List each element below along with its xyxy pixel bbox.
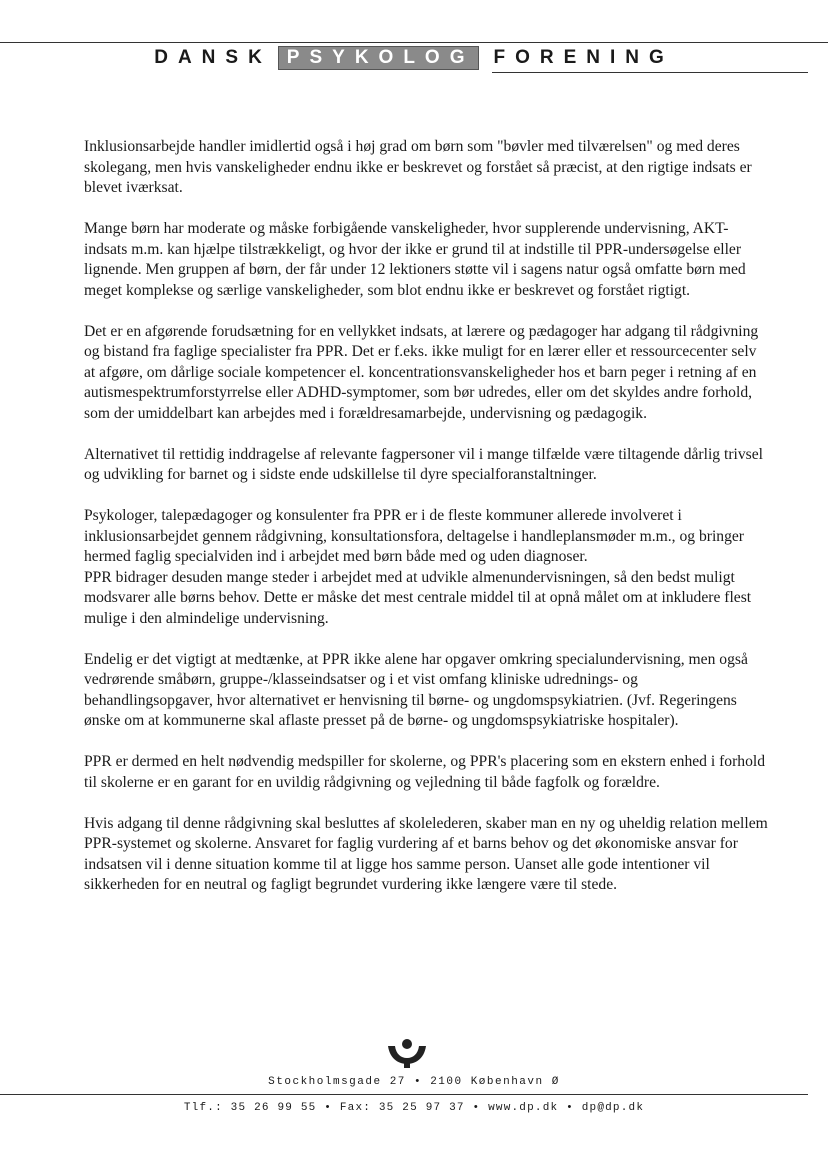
footer-rule [0, 1094, 808, 1095]
header-underline [492, 72, 808, 73]
header-rule [0, 42, 828, 43]
paragraph: Hvis adgang til denne rådgivning skal besluttes af skolelederen, skaber man en ny og uheldig relation mellem PPR-systemet og skolerne. Ansvaret for faglig vurdering af et barns behov og det økonomiske ansvar for indsatsen vil i denne situation komme til at ligge hos samme person. Uanset alle gode intentioner vil sikkerheden for en neutral og fagligt begrundet vurdering ikke længere være til stede. [84, 814, 768, 893]
letter-body [84, 137, 768, 916]
paragraph: PPR bidrager desuden mange steder i arbejdet med at udvikle almenundervisningen, så den bedst muligt modsvarer alle børns behov. Dette er måske det mest centrale middel til at opnå målet om at inkludere flest mulige i den almindelige undervisning. [84, 568, 752, 627]
paragraph: Psykologer, talepædagoger og konsulenter fra PPR er i de fleste kommuner allerede involveret i inklusionsarbejdet gennem rådgivning, konsultationsfora, deltagelse i handleplansmøder m.m., og bringer hermed faglig specialviden ind i arbejdet med børn både med og uden diagnoser. [84, 507, 744, 565]
letterhead-right: FORENING [493, 47, 674, 68]
paragraph: Det er en afgørende forudsætning for en vellykket indsats, at lærere og pædagoger har adgang til rådgivning og bistand fra faglige specialister fra PPR. Det er f.eks. ikke muligt for en lærer eller et ressourcecenter selv at afgøre, om dårlige sociale kompetencer el. koncentrationsvanskeligheder hos et barn peger i retning af en autismespektrumforstyrrelse eller ADHD-symptomer, som bør udredes, eller om det skyldes andre forhold, som der umiddelbart kan arbejdes med i forældresamarbejde, undervisning og pædagogik. [84, 322, 759, 422]
footer-contact: Tlf.: 35 26 99 55 • Fax: 35 25 97 37 • www.dp.dk • dp@dp.dk [183, 1102, 645, 1114]
paragraph: PPR er dermed en helt nødvendig medspiller for skolerne, og PPR's placering som en ekstern enhed i forhold til skolerne er en garant for en uvildig rådgivning og vejledning til både fagfolk og forældre. [84, 753, 766, 791]
paragraph: Inklusionsarbejde handler imidlertid også i høj grad om børn som "bøvler med tilværelsen" og med deres skolegang, men hvis vanskeligheder endnu ikke er beskrevet og forstået så præcist, at den rigtige indsats er blevet iværksat. [84, 138, 752, 196]
psi-logo-icon [386, 1038, 428, 1068]
letterhead-middle: PSYKOLOG [278, 46, 480, 70]
paragraph: Mange børn har moderate og måske forbigående vanskeligheder, hvor supplerende undervisning, AKT-indsats m.m. kan hjælpe tilstrækkeligt, og hvor der ikke er grund til at indstille til PPR-undersøgelse eller lignende. Men gruppen af børn, der får under 12 lektioners støtte vil i sagens natur også omfatte børn med meget komplekse og særlige vanskeligheder, som blot endnu ikke er beskrevet og forstået rigtigt. [84, 220, 746, 299]
paragraph: Alternativet til rettidig inddragelse af relevante fagpersoner vil i mange tilfælde være tiltagende dårlig trivsel og udvikling for barnet og i sidste ende udskillelse til dyre specialforanstaltninger. [84, 445, 763, 483]
footer-address: Stockholmsgade 27 • 2100 København Ø [268, 1076, 560, 1088]
paragraph: Endelig er det vigtigt at medtænke, at PPR ikke alene har opgaver omkring specialundervisning, men også vedrørende småbørn, gruppe-/klasseindsatser og i et vist omfang kliniske udrednings- og behandlingsopgaver, hvor alternativet er henvisning til børne- og ungdomspsykiatrien. (Jvf. Regeringens ønske om at kommunerne skal aflaste presset på de børne- og ungdomspsykiatriske hospitaler). [84, 650, 748, 729]
letterhead-left: DANSK [154, 47, 272, 68]
letterhead [0, 46, 828, 70]
